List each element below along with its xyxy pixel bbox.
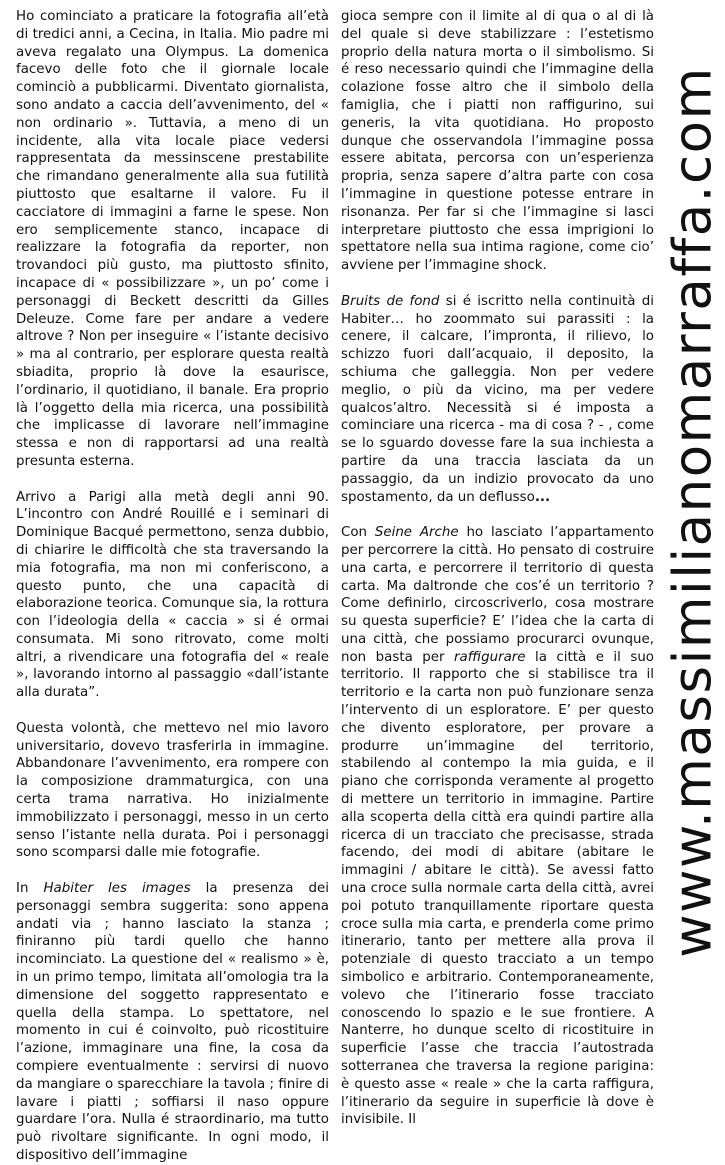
work-title: Bruits de fond (341, 293, 440, 309)
side-banner (660, 0, 725, 1024)
paragraph-text: Con (341, 525, 375, 541)
paragraph-2 (16, 489, 329, 703)
text-column-right (341, 8, 654, 1129)
work-title: Seine Arche (374, 525, 459, 541)
italic-word: raffigurare (454, 649, 526, 665)
website-url: www.massimilianomarraffa.com (662, 66, 723, 958)
paragraph-text: la presenza dei personaggi sembra suggerita: sono appena andati via ; hanno lasciato la stanza ; finiranno più tardi quello che hanno incominciato. La questione del « realismo » è, in un primo tempo, limitata all’omologia tra la dimensione del soggetto rappresentato e quella della stampa. Lo spettatore, nel momento in cui é coinvolto, può ricostituire l’azione, immaginare una fine, la cosa da compiere eventualmente : servirsi di nuovo da mangiare o sparecchiare la tavola ; finire di lavare i piatti ; soffiarsi il naso oppure guardare l’ora. Nulla é straordinario, ma tutto può rivoltare significante. In ogni modo, il dispositivo dell’immagine (16, 881, 329, 1163)
paragraph-text: In (16, 881, 44, 897)
paragraph-5 (341, 8, 654, 275)
paragraph-3 (16, 720, 329, 862)
paragraph-text: gioca sempre con il limite al di qua o al di là del quale si deve stabilizzare : l’estetismo proprio della natura morta o il simbolismo. Si é reso necessario quindi che l’immagine della colazione fosse altro che il simbolo della famiglia, che i piatti non raffigurino, sui generis, la vita quotidiana. Ho proposto dunque che osservandola l’immagine possa essere abitata, percorsa con un’esperienza propria, senza sapere d’altra parte con cosa l’immagine in questione potesse entrare in risonanza. Per far si che l’immagine si lasci interpretare piuttosto che essa imprigioni lo spettatore nella sua intima ragione, come cio’ avviene per l’immagine shock. (341, 9, 654, 274)
paragraph-4 (16, 880, 329, 1165)
paragraph-text: la città e il suo territorio. Il rapporto che si stabilisce tra il territorio e la carta non può funzionare senza l’intervento di un esploratore. E’ per questo che divento esploratore, per provare a produrre un’immagine del territorio, stabilendo al contempo la mia guida, e il piano che corrisponda veramente al progetto di mettere un territorio in immagine. Partire alla scoperta della città era quindi partire alla ricerca di un tracciato che precisasse, strada facendo, dei modi di abitare (abitare le immagini / abitare le città). Se avessi fatto una croce sulla normale carta della città, avrei poi potuto tranquillamente riportare questa croce sulla mia carta, e prenderla come primo itinerario, tanto per mettere alla prova il potenziale di questo tracciato a un tempo simbolico e arbitrario. Contemporaneamente, volevo che l’itinerario fosse tracciato conoscendo lo spazio e le sue frontiere. A Nanterre, ho dunque scelto di ricostituire in superficie l’asse che traccia l’autostrada sotterranea che traversa la regione parigina: è questo asse « reale » che la carta raffigura, l’itinerario da seguire in superficie là dove è invisibile. Il (341, 649, 654, 1128)
ellipsis: ... (534, 489, 551, 505)
text-column-left (16, 8, 329, 1165)
paragraph-text: Ho cominciato a praticare la fotografia all’età di tredici anni, a Cecina, in Italia. Mio padre mi aveva regalato una Olympus. La domenica facevo delle foto che il giornale locale cominciò a pubblicarmi. Diventato giornalista, sono andato a caccia dell’avvenimento, del « non ordinario ». Tuttavia, a meno di un incidente, alla vita locale piace vedersi rappresentata da messinscene prestabilite che rimandano generalmente alla sua futilità piuttosto que esaltarne il valore (16, 9, 329, 202)
paragraph-text: Questa volontà, che mettevo nel mio lavoro universitario, dovevo trasferirla in immagine. Abbandonare l’avvenimento, era rompere con la composizione drammaturgica, con una certa trama narrativa. Ho inizialmente immobilizzato i personaggi, messo in un certo senso l’istante nella durata. Poi i personaggi sono scomparsi dalle mie fotografie. (16, 720, 329, 861)
paragraph-text: ho lasciato l’appartamento per percorrere la città. Ho pensato di costruire una carta, e percorrere il territorio di questa carta. Ma daltronde che cos’é un territorio ? Come definirlo, circoscriverlo, cosa mostrare su questa superficie? E’ l’idea che la carta di una città, che possiamo procurarci ovunque, non basta per (341, 525, 654, 665)
paragraph-6 (341, 293, 654, 507)
paragraph-text: . Fu il cacciatore di immagini a farne le spese. Non ero semplicemente stanco, incapace di realizzare la fotografia da reporter, non trovandoci più gusto, ma piuttosto sfinito, incapace di « possibilizzare », un po’ come i personaggi di Beckett descritti da Gilles Deleuze. Come fare per andare a vedere altrove ? Non per inseguire « l’istante decisivo » ma al contrario, per esplorare questa realtà sbiadita, proprio là dove la esaurisce, l’ordinario, il quotidiano, il banale. Era proprio là l’oggetto della mia ricerca, una possibilità che implicasse di lavorare nell’immagine stessa e non di rapportarsi ad una realtà presunta esterna. (16, 186, 329, 469)
paragraph-text: si é iscritto nella continuità di Habiter… ho zoommato sui parassiti : la cenere, il calcare, l’impronta, il rilievo, lo schizzo fuori dall’acquaio, il deposito, la schiuma che galleggia. Non per vedere meglio, o più da vicino, ma per vedere qualcos’altro. Necessità si é imposta a cominciare una ricerca - ma di cosa ? - , come se lo sguardo dovesse fare la sua inchiesta a partire da una traccia lasciata da un passaggio, da un indizio provocato da uno spostamento, da un deflusso (341, 293, 654, 505)
paragraph-1 (16, 8, 329, 471)
paragraph-text: Arrivo a Parigi alla metà degli anni 90. L’incontro con André Rouillé e i seminari di Dominique Bacqué permettono, senza dubbio, di chiarire le difficoltà che sta traversando la mia fotografia, ma non mi conferiscono, a questo punto, che una capacità di elaborazione teorica. Comunque sia, la rottura con l’ideologia della « caccia » si é ormai consumata. Mi sono ritrovato, come molti altri, a rivendicare una fotografia del « reale », lavorando intorno al passaggio «dall’istante alla durata”. (16, 489, 329, 701)
work-title: Habiter les images (43, 881, 191, 897)
paragraph-7 (341, 524, 654, 1129)
